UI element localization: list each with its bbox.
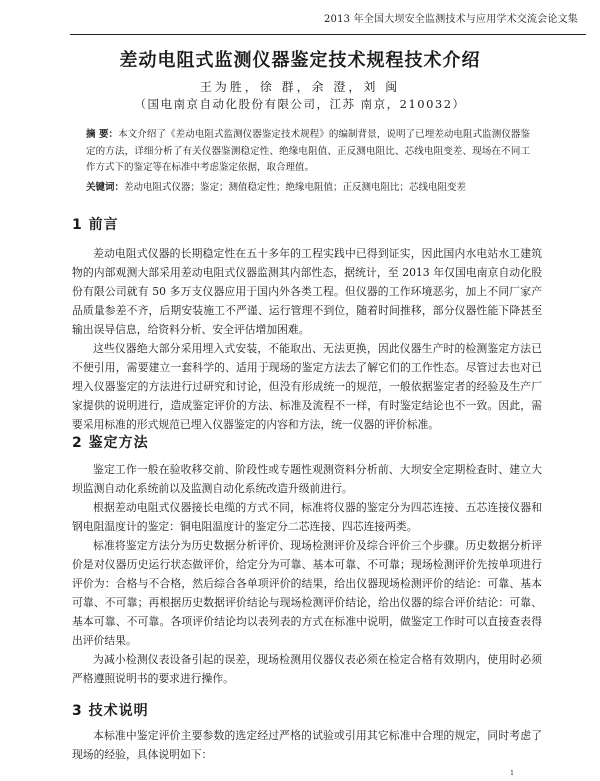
paragraph: 为减小检测仪表设备引起的误差，现场检测用仪器仪表必须在检定合格有效期内，使用时必须严格遵照说明书的要求进行操作。 — [72, 653, 542, 685]
abstract-label: 摘 要： — [86, 129, 119, 140]
paragraph: 标准将鉴定方法分为历史数据分析评价、现场检测评价及综合评价三个步骤。历史数据分析评价是对仪器历史运行状态做评价，给定分为可靠、基本可靠、不可靠；现场检测评价先按单项进行评价为：合格与不合格，然后综合各单项评价的结果，给出仪器现场检测评价的结论：可靠、基本可靠、不可靠；再根据历史数据评价结论与现场检测评价结论，给出仪器的综合评价结论：可靠、基本可靠、不可靠。各项评价结论均以表列表的方式在标准中说明，做鉴定工作时可以直接查表得出评价结果。 — [72, 539, 542, 647]
section-introduction — [72, 214, 542, 434]
paragraph: 根据差动电阻式仪器接长电缆的方式不同，标准将仪器的鉴定分为四芯连接、五芯连接仪器和钢电阻温度计的鉴定：铜电阻温度计的鉴定分二芯连接、四芯连接两类。 — [72, 501, 542, 533]
paragraph: 鉴定工作一般在验收移交前、阶段性或专题性观测资料分析前、大坝安全定期检查时、建立大坝监测自动化系统前以及监测自动化系统改造升级前进行。 — [72, 463, 542, 495]
paper-title: 差动电阻式监测仪器鉴定技术规程技术介绍 — [119, 50, 481, 71]
paragraph: 本标准中鉴定评价主要参数的选定经过严格的试验或引用其它标准中合理的规定，同时考虑了现场的经验，具体说明如下： — [72, 729, 542, 761]
keywords-label: 关键词： — [86, 182, 125, 193]
abstract-text: 本文介绍了《差动电阻式监测仪器鉴定技术规程》的编制背景，说明了已埋差动电阻式监测仪器鉴定的方法，详细分析了有关仪器鉴测稳定性、绝缘电阻值、正反测电阻比、芯线电阻变差、现场在不同工作方式下的鉴定等在标准中考虑鉴定依据，取合理值。 — [86, 129, 530, 173]
paper-authors: 王为胜，徐 群，余 澄，刘 闽 — [199, 80, 401, 94]
running-title: 2013 年全国大坝安全监测技术与应用学术交流会论文集 — [323, 14, 578, 25]
page-number: 1 — [510, 770, 514, 777]
section-heading: 3 技术说明 — [72, 703, 149, 719]
abstract — [86, 127, 530, 177]
paper-affiliation: （国电南京自动化股份有限公司，江苏 南京，210032） — [134, 97, 466, 111]
section-heading: 2 鉴定方法 — [72, 435, 149, 451]
keywords-text: 差动电阻式仪器；鉴定；测值稳定性；绝缘电阻值；正反测电阻比；芯线电阻变差 — [124, 182, 467, 193]
paragraph: 差动电阻式仪器的长期稳定性在五十多年的工程实践中已得到证实，因此国内水电站水工建筑物的内部观测大部采用差动电阻式仪器监测其内部性态，据统计，至 2013 年仅国电南京自动化股份有限公司就有 50 多万支仪器应用于国内外各类工程。但仪器的工作环境恶劣，加上不同厂家产品质量参差不齐，后期安装施工不严谨、运行管理不到位，随着时间推移，部分仪器性能下降甚至输出误导信息，给资料分析、安全评估增加困难。 — [72, 247, 542, 336]
header-rule — [70, 34, 586, 35]
section-heading: 1 前言 — [72, 217, 119, 233]
paragraph: 这些仪器绝大部分采用埋入式安装，不能取出、无法更换，因此仪器生产时的检测鉴定方法已不便引用，需要建立一套科学的、适用于现场的鉴定方法去了解它们的工作性态。尽管过去也对已埋入仪器鉴定的方法进行过研究和讨论，但没有形成统一的规范，一般依据鉴定者的经验及生产厂家提供的说明进行，造成鉴定评价的方法、标准及流程不一样，有时鉴定结论也不一致。因此，需要采用标准的形式规范已埋入仪器鉴定的内容和方法，统一仪器的评价标准。 — [72, 342, 542, 431]
section-methods — [72, 432, 542, 688]
keywords — [86, 180, 530, 196]
section-technical-notes — [72, 700, 542, 764]
running-header — [0, 10, 600, 28]
